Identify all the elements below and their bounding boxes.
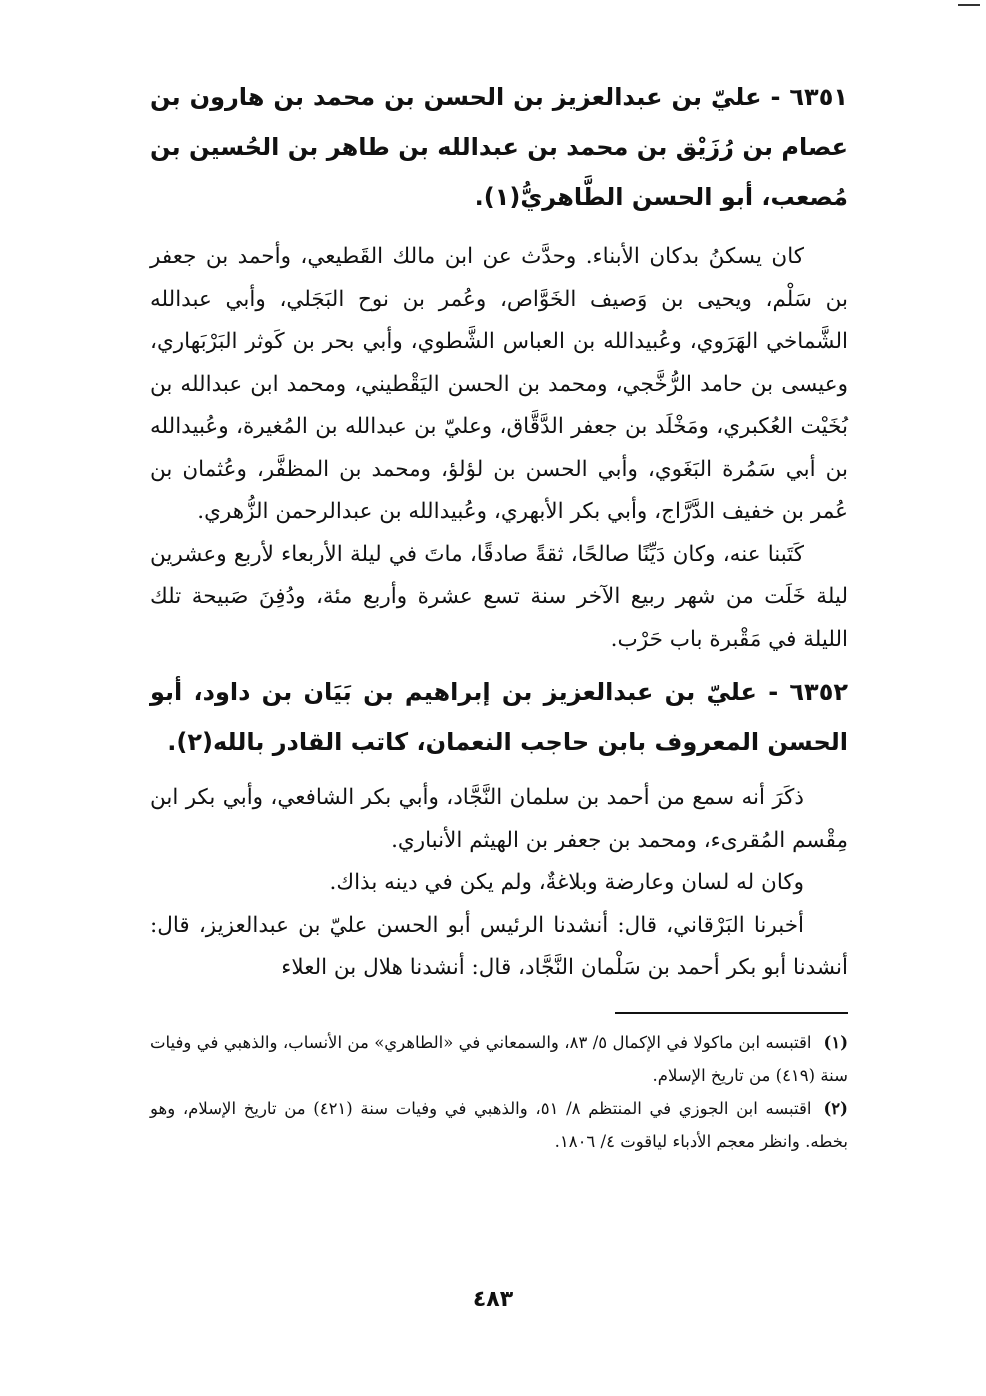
entry-heading-6352: ٦٣٥٢ - عليّ بن عبدالعزيز بن إبراهيم بن بَيَان بن داود، أبو الحسن المعروف بابن حاجب النعمان، كاتب القادر بالله(٢). [150, 678, 848, 756]
footnote-2-text: اقتبسه ابن الجوزي في المنتظم ٨/ ٥١، والذهبي في وفيات سنة (٤٢١) من تاريخ الإسلام، وهو بخطه. وانظر معجم الأدباء لياقوت ٤/ ١٨٠٦. [150, 1098, 848, 1151]
footnote-1-number: (١) [823, 1032, 849, 1052]
page-number: ٤٨٣ [472, 1287, 514, 1312]
footnote-separator [615, 1012, 848, 1014]
entry-heading-6351: ٦٣٥١ - عليّ بن عبدالعزيز بن الحسن بن محمد بن هارون بن عصام بن رُزَيْق بن محمد بن عبدالله بن طاهر بن الحُسين بن مُصعب، أبو الحسن الطَّاهريُّ(١). [150, 83, 848, 211]
footnote-1-text: اقتبسه ابن ماكولا في الإكمال ٥/ ٨٣، والسمعاني في «الطاهري» من الأنساب، والذهبي في وفيات سنة (٤١٩) من تاريخ الإسلام. [150, 1032, 848, 1085]
footnote-1 [150, 1026, 848, 1092]
entry-6351-paragraph-1: كان يسكنُ بدكان الأبناء. وحدَّث عن ابن مالك القَطيعي، وأحمد بن جعفر بن سَلْم، ويحيى بن وَصيف الخَوَّاص، وعُمر بن نوح البَجَلي، وأبي عبدالله الشَّماخي الهَرَوي، وعُبيدالله بن العباس الشَّطوي، وأبي بحر بن كَوثر البَرْبَهاري، وعيسى بن حامد الرُّخَّجي، ومحمد بن الحسن اليَقْطيني، ومحمد ابن عبدالله بن بُخَيْت العُكبري، ومَخْلَد بن جعفر الدَّقَّاق، وعليّ بن عبدالله بن المُغيرة، وعُبيدالله بن أبي سَمُرة البَغَوي، وأبي الحسن بن لؤلؤ، ومحمد بن المظفَّر، وعُثمان بن عُمر بن خفيف الدَّرَّاج، وأبي بكر الأبهري، وعُبيدالله بن عبدالرحمن الزُّهري. [150, 244, 848, 524]
entry-6352-paragraph-2: وكان له لسان وعارضة وبلاغةٌ، ولم يكن في دينه بذاك. [329, 870, 804, 895]
footnote-2 [150, 1092, 848, 1158]
entry-6351-paragraph-2: كَتَبنا عنه، وكان دَيِّنًا صالحًا، ثقةً صادقًا، ماتَ في ليلة الأربعاء لأربع وعشرين ليلة خَلَت من شهر ربيع الآخر سنة تسع عشرة وأربع مئة، ودُفِنَ صَبيحة تلك الليلة في مَقْبرة باب حَرْب. [150, 541, 848, 652]
footnote-2-number: (٢) [823, 1098, 848, 1118]
corner-mark [958, 4, 980, 6]
page-body [150, 72, 848, 1322]
entry-6352-paragraph-3: أخبرنا البَرْقاني، قال: أنشدنا الرئيس أبو الحسن عليّ بن عبدالعزيز، قال: أنشدنا أبو بكر أحمد بن سَلْمان النَّجَّاد، قال: أنشدنا هلال بن العلاء [150, 912, 848, 980]
entry-6352-paragraph-1: ذكَرَ أنه سمع من أحمد بن سلمان النَّجَّاد، وأبي بكر الشافعي، وأبي بكر ابن مِقْسم المُقرىء، ومحمد بن جعفر بن الهيثم الأنباري. [150, 785, 848, 853]
